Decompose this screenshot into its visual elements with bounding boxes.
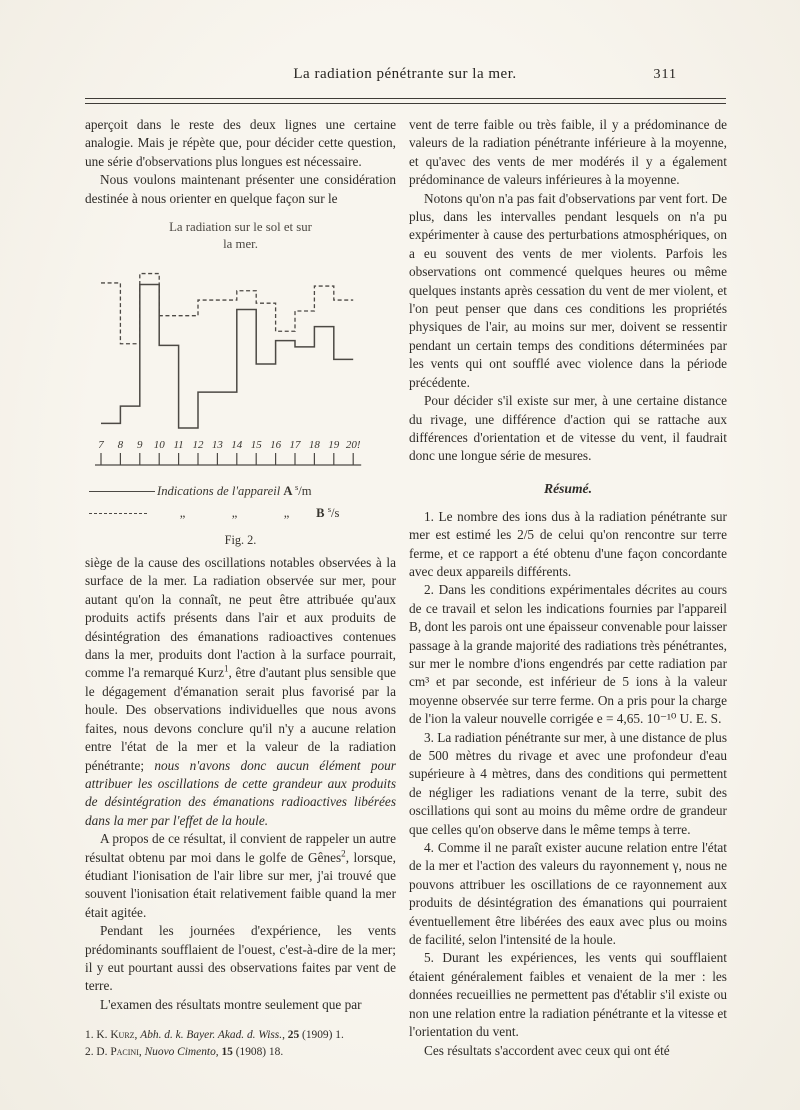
running-head	[85, 66, 725, 88]
x-tick-label: 11	[173, 439, 184, 452]
legend-item-a	[89, 480, 396, 502]
dashed-line-key	[89, 513, 147, 514]
chart-series-a-solid	[101, 285, 353, 429]
resume-heading: Résumé.	[544, 480, 592, 496]
x-tick-label: 19	[328, 439, 340, 452]
figure-caption: Fig. 2.	[224, 533, 257, 548]
x-tick-label: 7	[98, 439, 104, 452]
chart-series-b-dashed	[101, 274, 353, 344]
page-title: La radiation pénétrante sur la mer.	[293, 66, 517, 82]
paragraph: aperçoit dans le reste des deux lignes une certaine analogie. Mais je répète que, pour décider cette question, une série d'observations plus longues est nécessaire.	[85, 117, 396, 169]
x-tick-label: 18	[308, 439, 320, 452]
legend-label-a: Indications de l'appareil A $^s$/m	[157, 481, 312, 498]
paragraph: 4. Comme il ne paraît exister aucune relation entre l'état de la mer et l'action des valeurs du rayonnement γ, nous ne pouvons attribuer les oscillations de ce rayonnement aux produits de désintégration des émanations qui pourraient éventuellement être libérées des eaux avec plus ou moins de facilité, selon l'intensité de la houle.	[409, 840, 727, 948]
paragraph: Notons qu'on n'a pas fait d'observations par vent fort. De plus, dans les intervalles pendant lesquels on n'a pu expérimenter à cause des perturbations atmosphériques, on a eu souvent des vents de mer violents. Parfois les observations ont commencé quelques heures ou même quelques instants après cessation du vent de mer violent, et l'on peut penser que dans ces conditions les propriétés physiques de l'air, au moins sur mer, doivent se ressentir pendant un certain temps des conditions déterminées par les vents qui ont soufflé avec violence dans la période précédente.	[409, 190, 727, 390]
x-tick-label: 14	[231, 439, 243, 452]
legend-label-b: „ „ „ B $^s$/s	[179, 503, 340, 520]
x-tick-label: 8	[117, 439, 124, 452]
two-column-body	[85, 116, 727, 1060]
paragraph: Pendant les journées d'expérience, les vents prédominants soufflaient de l'ouest, c'est-à-dire de la mer; il y eut pourtant aussi des observations faites par vent de terre.	[85, 923, 396, 994]
x-tick-label: 16	[270, 439, 282, 452]
x-tick-label: 9	[137, 439, 143, 452]
x-tick-label: 20!	[345, 439, 361, 452]
paragraph: A propos de ce résultat, il convient de rappeler un autre résultat obtenu par moi dans le golfe de Gênes$^2$, lorsque, étudiant l'ionisation de l'air libre sur mer, j'ai trouvé que souvent l'ionisation était relativement faible quand la mer était agitée.	[85, 831, 396, 920]
page-number: 311	[653, 67, 677, 82]
paragraph: 2. Dans les conditions expérimentales décrites au cours de ce travail et selon les indications fournies par l'appareil B, dont les parois ont une épaisseur convenable pour laisser passage à la grande majorité des radiations très pénétrantes, sur mer le nombre d'ions engendrés par cette radiation par cm³ et par seconde, est inférieur de 5 ions à la valeur moyenne observée sur terre ferme. On a pris pour la charge de l'ion la valeur nouvelle corrigée e = 4,65. 10⁻¹⁰ U. E. S.	[409, 582, 727, 727]
chart-legend	[89, 480, 396, 524]
x-tick-label: 17	[289, 439, 301, 452]
x-tick-label: 12	[192, 439, 204, 452]
paragraph: L'examen des résultats montre seulement que par	[100, 996, 362, 1012]
x-tick-label: 15	[250, 439, 262, 452]
figure-title-line2: la mer.	[223, 237, 258, 252]
figure-title-line1: La radiation sur le sol et sur	[169, 220, 312, 235]
paragraph: Ces résultats s'accordent avec ceux qui ont été	[424, 1042, 670, 1058]
paragraph: 5. Durant les expériences, les vents qui soufflaient étaient généralement faibles et venaient de la mer : les données recueillies ne permettent pas d'établir s'il existe ou non une relation entre la radiation pénétrante et la vitesse et l'orientation du vent.	[409, 950, 727, 1040]
footnote-1: 1. K. Kurz, Abh. d. k. Bayer. Akad. d. Wiss., 25 (1909) 1.	[85, 1029, 344, 1042]
figure-2	[85, 219, 396, 548]
solid-line-key	[89, 491, 155, 492]
figure-title	[85, 219, 396, 253]
paragraph: Pour décider s'il existe sur mer, à une certaine distance du rivage, une différence d'action qui se rattache aux différences d'orientation et de vitesse du vent, il faudrait donc une longue série de mesures.	[409, 393, 727, 464]
x-tick-label: 13	[211, 439, 223, 452]
x-tick-label: 10	[153, 439, 165, 452]
step-chart	[87, 255, 371, 474]
paragraph: vent de terre faible ou très faible, il y a prédominance de valeurs de la radiation pénétrante inférieure à la moyenne, et qu'avec des vents de mer modérés il y a également prédominance de valeurs inférieures à la moyenne.	[409, 117, 727, 188]
paragraph: siège de la cause des oscillations notables observées à la surface de la mer. La radiation observée sur mer, pour autant qu'on la connaît, ne peut être attribuée qu'aux produits actifs présents dans l'air et aux produits de désintégration des émanations radioactives contenues dans la mer, produits dont l'action à la surface pourrait, comme l'a remarqué Kurz$^1$, être d'autant plus sensible que le dégagement d'émanation serait plus favorisé par la houle. Des observations individuelles que nous avons faites, nous devons conclure qu'il n'y a aucune relation entre l'état de la mer et la valeur de la radiation pénétrante; nous n'avons donc aucun élément pour attribuer les oscillations de cette grandeur aux produits de désintégration des émanations radioactives libérées dans la mer par l'effet de la houle.	[85, 555, 397, 828]
footnotes	[85, 1027, 396, 1060]
paragraph: 3. La radiation pénétrante sur mer, à une distance de plus de 500 mètres du rivage et avec une profondeur d'eau supérieure à 4 mètres, dans des conditions qui permettent de négliger les radiations venant de la terre, subit des oscillations qui sont au moins du même ordre de grandeur que celles qu'on observe dans le même temps à terre.	[409, 729, 727, 837]
paragraph: Nous voulons maintenant présenter une considération destinée à nous orienter en quelque façon sur le	[85, 172, 396, 206]
header-double-rule	[85, 98, 726, 104]
paragraph: 1. Le nombre des ions dus à la radiation pénétrante sur mer est estimé les 2/5 de celui qu'on rencontre sur terre ferme, et ce rapport a été obtenu d'une façon concordante avec deux appareils différents.	[409, 508, 727, 579]
footnote-2: 2. D. Pacini, Nuovo Cimento, 15 (1908) 18.	[85, 1045, 284, 1058]
left-column	[85, 116, 396, 1060]
right-column	[409, 116, 727, 1060]
legend-item-b	[89, 502, 396, 524]
